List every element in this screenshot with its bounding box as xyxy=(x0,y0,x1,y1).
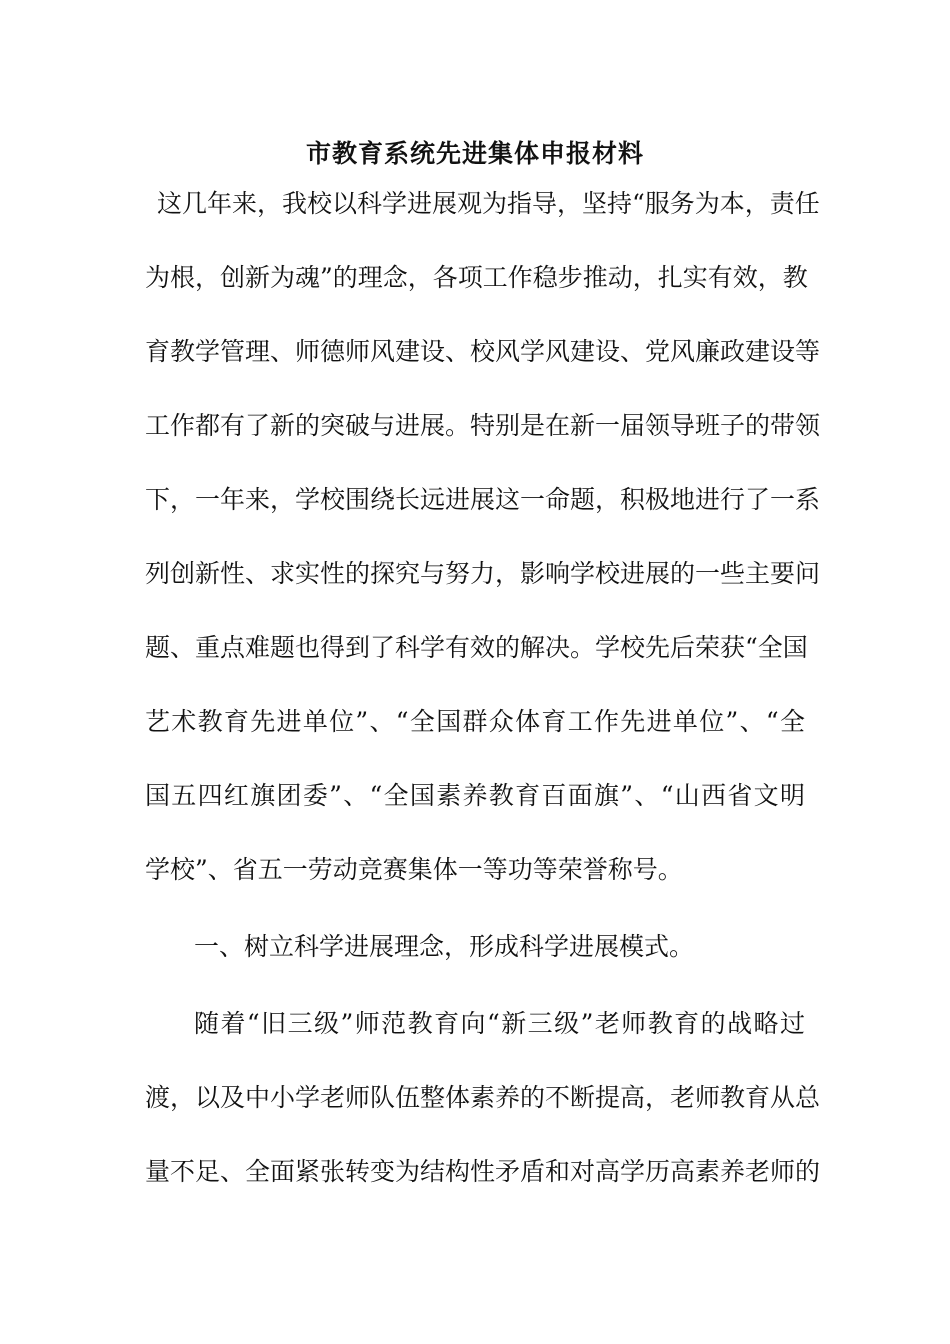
paragraph2-line-3: 量不足、全面紧张转变为结构性矛盾和对高学历高素养老师的 xyxy=(145,1157,821,1186)
paragraph1-line-7: 题、重点难题也得到了科学有效的解决。学校先后荣获“全国 xyxy=(145,633,808,662)
paragraph1-line-5: 下，一年来，学校围绕长远进展这一命题，积极地进行了一系 xyxy=(145,485,821,514)
paragraph2-line-2: 渡，以及中小学老师队伍整体素养的不断提高，老师教育从总 xyxy=(145,1083,821,1112)
paragraph1-line-1: 这几年来，我校以科学进展观为指导，坚持“服务为本，责任 xyxy=(157,189,820,218)
paragraph1-line-8: 艺术教育先进单位”、“全国群众体育工作先进单位”、“全 xyxy=(145,707,805,736)
paragraph2-line-1: 随着“旧三级”师范教育向“新三级”老师教育的战略过 xyxy=(194,1009,805,1038)
paragraph1-line-6: 列创新性、求实性的探究与努力，影响学校进展的一些主要问 xyxy=(145,559,821,588)
paragraph1-line-3: 育教学管理、师德师风建设、校风学风建设、党风廉政建设等 xyxy=(145,337,821,366)
paragraph1-line-2: 为根，创新为魂”的理念，各项工作稳步推动，扎实有效，教 xyxy=(145,263,808,292)
paragraph1-line-4: 工作都有了新的突破与进展。特别是在新一届领导班子的带领 xyxy=(145,411,821,440)
paragraph1-line-10: 学校”、省五一劳动竞赛集体一等功等荣誉称号。 xyxy=(145,855,683,884)
paragraph1-line-9: 国五四红旗团委”、“全国素养教育百面旗”、“山西省文明 xyxy=(145,781,805,810)
document-title: 市教育系统先进集体申报材料 xyxy=(305,139,644,168)
section1-heading: 一、树立科学进展理念，形成科学进展模式。 xyxy=(194,932,695,961)
